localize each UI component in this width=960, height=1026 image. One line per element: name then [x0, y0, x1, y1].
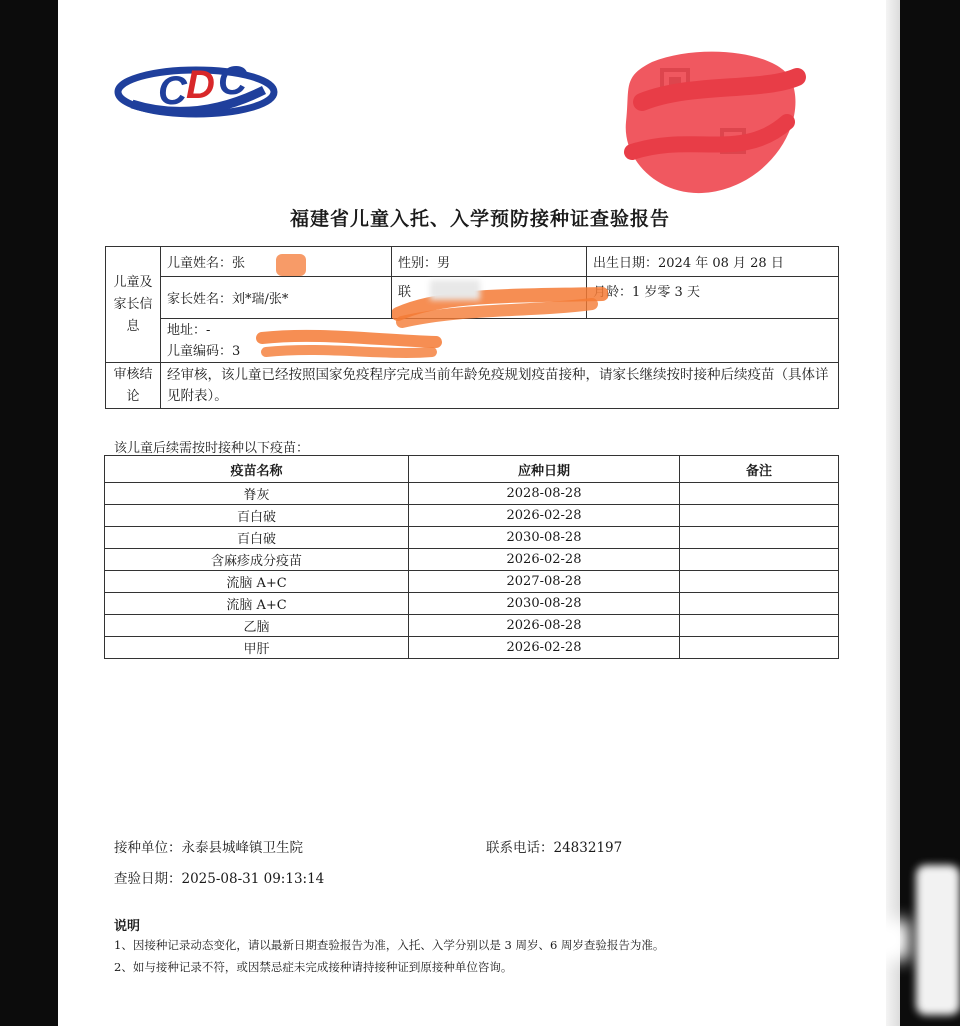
report-title: 福建省儿童入托、入学预防接种证查验报告	[289, 208, 670, 230]
vaccine-name: 百白破	[105, 505, 409, 527]
vaccine-note	[680, 483, 839, 505]
table-row	[105, 527, 839, 549]
vaccine-note	[680, 571, 839, 593]
dark-frame-left	[0, 0, 58, 1026]
vaccine-name: 甲肝	[105, 637, 409, 659]
child-info-table	[105, 246, 839, 409]
child-name-cell	[161, 247, 392, 277]
parent-name-cell: 家长姓名：刘*瑞/张*	[161, 277, 392, 319]
child-code-label: 儿童编码：	[167, 343, 233, 359]
vaccine-date: 2030-08-28	[409, 593, 680, 615]
table-row	[105, 615, 839, 637]
note-item-2: 2、如与接种记录不符，或因禁忌症未完成接种请持接种证到原接种单位咨询。	[114, 960, 513, 974]
contact-cell: 联	[392, 277, 587, 319]
vaccine-date: 2028-08-28	[409, 483, 680, 505]
table-row	[105, 483, 839, 505]
cdc-logo-icon	[114, 60, 278, 120]
table-row	[105, 593, 839, 615]
vaccine-note	[680, 527, 839, 549]
vaccine-date: 2026-02-28	[409, 549, 680, 571]
table-row	[105, 549, 839, 571]
contact-phone: 联系电话：24832197	[486, 840, 623, 856]
svg-text:C: C	[158, 69, 187, 113]
birth-date-cell: 出生日期：2024 年 08 月 28 日	[587, 247, 839, 277]
address-text: 地址：-	[167, 322, 211, 338]
svg-text:C: C	[218, 60, 247, 103]
vaccine-date: 2026-08-28	[409, 615, 680, 637]
child-name-value: 张	[232, 256, 246, 271]
child-code-value: 3	[232, 343, 241, 359]
vaccine-name: 百白破	[105, 527, 409, 549]
red-redaction-mark	[612, 42, 812, 202]
vaccine-name: 脊灰	[105, 483, 409, 505]
paper-edge-shadow	[886, 0, 900, 1026]
gender-cell: 性别：男	[392, 247, 587, 277]
vaccine-note	[680, 505, 839, 527]
info-section-label: 儿童及家长信息	[106, 247, 161, 363]
conclusion-label: 审核结论	[106, 363, 161, 409]
check-date: 查验日期：2025-08-31 09:13:14	[114, 871, 325, 887]
address-code-cell	[161, 319, 839, 363]
vaccine-date: 2026-02-28	[409, 637, 680, 659]
vaccine-date: 2030-08-28	[409, 527, 680, 549]
header-vaccine-name: 疫苗名称	[105, 456, 409, 483]
vaccine-note	[680, 615, 839, 637]
age-cell: 月龄：1 岁零 3 天	[587, 277, 839, 319]
dark-frame-right	[900, 0, 960, 1026]
vaccination-unit: 接种单位：永泰县城峰镇卫生院	[114, 840, 303, 856]
note-item-1: 1、因接种记录动态变化，请以最新日期查验报告为准，入托、入学分别以是 3 周岁、6 周岁查验报告为准。	[114, 938, 665, 952]
child-code-text	[167, 341, 832, 362]
table-row	[105, 637, 839, 659]
header-remark: 备注	[680, 456, 839, 483]
svg-text:D: D	[186, 63, 215, 107]
table-row	[105, 571, 839, 593]
vaccine-date: 2027-08-28	[409, 571, 680, 593]
vaccine-note	[680, 637, 839, 659]
child-name-label: 儿童姓名：	[167, 256, 233, 271]
vaccine-date: 2026-02-28	[409, 505, 680, 527]
notes-title: 说明	[114, 919, 141, 934]
vaccine-name: 乙脑	[105, 615, 409, 637]
vaccine-table-subtitle: 该儿童后续需按时接种以下疫苗：	[114, 441, 310, 456]
vaccine-note	[680, 549, 839, 571]
conclusion-text: 经审核，该儿童已经按照国家免疫程序完成当前年龄免疫规划疫苗接种，请家长继续按时接种后续疫苗（具体详见附表）。	[161, 363, 839, 409]
table-row	[105, 505, 839, 527]
vaccine-note	[680, 593, 839, 615]
vaccine-name: 流脑 A+C	[105, 593, 409, 615]
vaccine-table	[104, 455, 839, 659]
vaccine-name: 流脑 A+C	[105, 571, 409, 593]
header-due-date: 应种日期	[409, 456, 680, 483]
vaccine-name: 含麻疹成分疫苗	[105, 549, 409, 571]
